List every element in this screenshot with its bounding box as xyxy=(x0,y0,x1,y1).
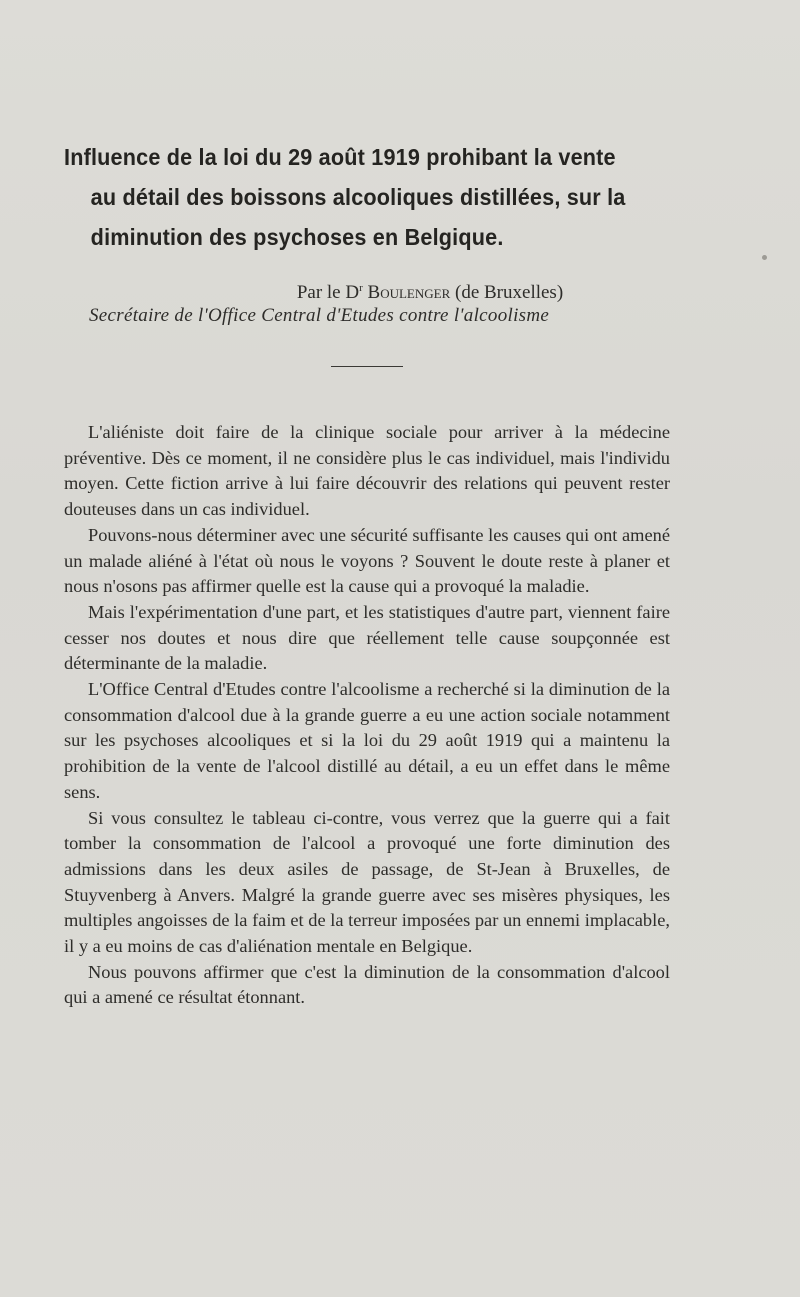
paragraph: Nous pouvons affirmer que c'est la diminution de la consommation d'alcool qui a amené ce résultat étonnant. xyxy=(64,961,670,1008)
author-prefix: Par le D xyxy=(296,282,360,303)
article-title xyxy=(64,137,634,257)
paragraph: L'Office Central d'Etudes contre l'alcoolisme a recherché si la diminution de la consommation d'alcool due à la grande guerre a eu une action sociale notamment sur les psychoses alcooliques et si la loi du 29 août 1919 qui a maintenu la prohibition de la vente de l'alcool distillé au détail, a eu un effet dans le même sens. xyxy=(64,679,670,802)
author-name: Boulenger xyxy=(367,282,451,303)
paragraph: Pouvons-nous déterminer avec une sécurité suffisante les causes qui ont amené un malade aliéné à l'état où nous le voyons ? Souvent le doute reste à planer et nous n'osons pas affirmer quelle est la cause qui a provoqué la maladie. xyxy=(64,524,670,597)
paragraph: L'aliéniste doit faire de la clinique sociale pour arriver à la médecine préventive. Dès ce moment, il ne considère plus le cas individuel, mais l'individu moyen. Cette fiction arrive à lui faire découvrir des relations qui peuvent rester douteuses dans un cas individuel. xyxy=(64,422,670,520)
paragraph: Mais l'expérimentation d'une part, et les statistiques d'autre part, viennent faire cesser nos doutes et nous dire que réellement telle cause soupçonnée est déterminante de la maladie. xyxy=(64,601,670,674)
title-line-1: Influence de la loi du 29 août 1919 prohibant la vente xyxy=(64,144,616,170)
title-line-3: diminution des psychoses en Belgique. xyxy=(90,224,504,250)
author-affiliation: Secrétaire de l'Office Central d'Etudes contre l'alcoolisme xyxy=(89,305,550,326)
separator-rule xyxy=(331,366,403,367)
author-prefix-sup: r xyxy=(359,282,363,294)
author-origin: (de Bruxelles) xyxy=(455,282,564,303)
article-body xyxy=(64,420,670,1011)
title-line-2: au détail des boissons alcooliques distillées, sur la xyxy=(90,184,626,210)
paper-speck xyxy=(762,255,767,260)
paragraph: Si vous consultez le tableau ci-contre, vous verrez que la guerre qui a fait tomber la consommation de l'alcool a provoqué une forte diminution des admissions dans les deux asiles de passage, de St-Jean à Bruxelles, de Stuyvenberg à Anvers. Malgré la grande guerre avec ses misères physiques, les multiples angoisses de la faim et de la terreur imposées par un ennemi implacable, il y a eu moins de cas d'aliénation mentale en Belgique. xyxy=(64,807,670,957)
